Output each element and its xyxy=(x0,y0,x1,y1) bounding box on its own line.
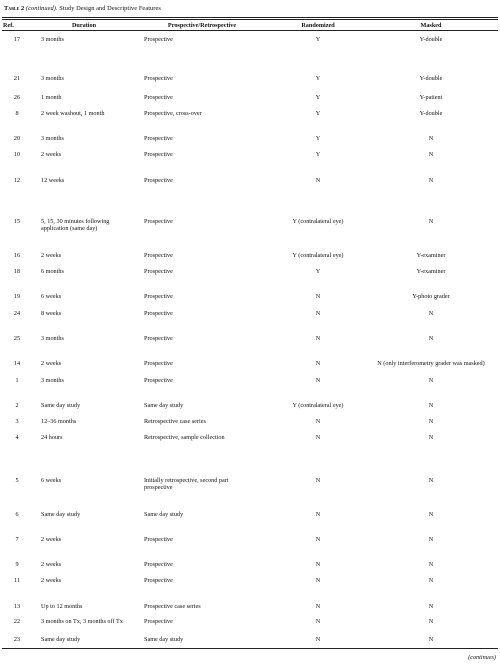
row-ref: 4 xyxy=(15,434,19,441)
row-ref: 6 xyxy=(15,511,19,518)
row-ref: 24 xyxy=(13,310,21,317)
row-randomized: N xyxy=(315,360,321,367)
top-rule-inner xyxy=(2,19,498,20)
row-duration: 2 week washout, 1 month xyxy=(41,110,105,117)
row-ref: 5 xyxy=(15,477,19,484)
row-design: Retrospective case series xyxy=(144,418,206,425)
header-rule xyxy=(2,30,498,31)
row-masked: N xyxy=(428,218,434,225)
row-duration: 5, 15, 30 minutes following application (same day) xyxy=(41,218,110,233)
row-duration: Same day study xyxy=(41,402,81,409)
row-masked: N (only interferometry grader was masked) xyxy=(377,360,485,367)
row-randomized: Y (contralateral eye) xyxy=(292,218,344,225)
row-design: Prospective xyxy=(144,536,173,543)
row-ref: 21 xyxy=(13,75,21,82)
row-randomized: Y (contralateral eye) xyxy=(292,402,344,409)
row-masked: Y-double xyxy=(419,75,443,82)
row-design: Prospective xyxy=(144,151,173,158)
row-duration: 24 hours xyxy=(41,434,63,441)
row-duration: 6 months xyxy=(41,268,64,275)
row-randomized: Y xyxy=(315,135,321,142)
row-duration: Same day study xyxy=(41,511,81,518)
row-ref: 19 xyxy=(13,293,21,300)
row-ref: 1 xyxy=(15,377,19,384)
row-ref: 20 xyxy=(13,135,21,142)
row-randomized: N xyxy=(315,577,321,584)
row-duration: 12–36 months xyxy=(41,418,77,425)
row-randomized: N xyxy=(315,177,321,184)
row-design: Prospective case series xyxy=(144,603,201,610)
row-randomized: N xyxy=(315,618,321,625)
row-randomized: N xyxy=(315,335,321,342)
row-masked: Y-double xyxy=(419,110,443,117)
header-design: Prospective/Retrospective xyxy=(167,22,237,29)
row-ref: 12 xyxy=(13,177,21,184)
row-design: Same day study xyxy=(144,402,184,409)
row-duration: Up to 12 months xyxy=(41,603,83,610)
row-duration: 12 weeks xyxy=(41,177,65,184)
row-randomized: N xyxy=(315,511,321,518)
row-randomized: N xyxy=(315,536,321,543)
row-duration: 8 weeks xyxy=(41,310,62,317)
row-randomized: N xyxy=(315,293,321,300)
row-design: Same day study xyxy=(144,511,184,518)
row-ref: 3 xyxy=(15,418,19,425)
row-design: Prospective xyxy=(144,268,173,275)
row-design: Prospective xyxy=(144,177,173,184)
row-randomized: Y xyxy=(315,268,321,275)
row-masked: N xyxy=(428,511,434,518)
row-randomized: Y xyxy=(315,151,321,158)
row-masked: N xyxy=(428,561,434,568)
row-ref: 8 xyxy=(15,110,19,117)
table-title: Study Design and Descriptive Features xyxy=(59,5,161,12)
row-duration: 2 weeks xyxy=(41,536,62,543)
row-masked: Y-double xyxy=(419,36,443,43)
row-duration: 6 weeks xyxy=(41,477,62,484)
row-design: Same day study xyxy=(144,636,184,643)
row-duration: Same day study xyxy=(41,636,81,643)
row-ref: 16 xyxy=(13,252,21,259)
row-design: Prospective xyxy=(144,618,173,625)
row-masked: N xyxy=(428,377,434,384)
row-duration: 3 months xyxy=(41,36,64,43)
row-masked: N xyxy=(428,402,434,409)
row-design: Initially retrospective, second part prospective xyxy=(144,477,229,492)
row-duration: 2 weeks xyxy=(41,577,62,584)
row-ref: 25 xyxy=(13,335,21,342)
row-randomized: N xyxy=(315,636,321,643)
row-duration: 3 months xyxy=(41,377,64,384)
row-randomized: N xyxy=(315,434,321,441)
bottom-rule xyxy=(2,648,498,649)
row-duration: 3 months xyxy=(41,75,64,82)
row-randomized: Y (contralateral eye) xyxy=(292,252,344,259)
row-design: Prospective, cross-over xyxy=(144,110,202,117)
table-caption xyxy=(4,5,161,12)
row-masked: N xyxy=(428,577,434,584)
header-duration: Duration xyxy=(71,22,97,29)
row-randomized: N xyxy=(315,561,321,568)
row-design: Prospective xyxy=(144,577,173,584)
row-duration: 1 month xyxy=(41,94,62,101)
row-masked: Y-examiner xyxy=(416,268,446,275)
row-randomized: N xyxy=(315,477,321,484)
header-ref: Ref. xyxy=(3,22,14,29)
top-rule xyxy=(2,17,498,18)
table-label: Table 2 xyxy=(4,5,25,12)
row-ref: 15 xyxy=(13,218,21,225)
row-masked: N xyxy=(428,434,434,441)
row-masked: N xyxy=(428,135,434,142)
row-masked: Y-examiner xyxy=(416,252,446,259)
row-duration: 3 months xyxy=(41,135,64,142)
row-randomized: Y xyxy=(315,36,321,43)
row-masked: N xyxy=(428,603,434,610)
continues-note: (continues) xyxy=(468,654,496,661)
row-duration: 2 weeks xyxy=(41,360,62,367)
row-masked: Y-photo grader xyxy=(412,293,450,300)
row-randomized: Y xyxy=(315,110,321,117)
row-design: Prospective xyxy=(144,252,173,259)
row-masked: N xyxy=(428,177,434,184)
row-masked: N xyxy=(428,618,434,625)
row-duration: 3 months on Tx, 3 months off Tx xyxy=(41,618,123,625)
row-ref: 18 xyxy=(13,268,21,275)
row-randomized: Y xyxy=(315,75,321,82)
row-design: Prospective xyxy=(144,94,173,101)
row-ref: 9 xyxy=(15,561,19,568)
row-ref: 14 xyxy=(13,360,21,367)
row-design: Prospective xyxy=(144,75,173,82)
row-ref: 10 xyxy=(13,151,21,158)
row-randomized: N xyxy=(315,310,321,317)
row-design: Prospective xyxy=(144,36,173,43)
row-duration: 2 weeks xyxy=(41,561,62,568)
row-randomized: Y xyxy=(315,94,321,101)
row-randomized: N xyxy=(315,603,321,610)
row-design: Prospective xyxy=(144,335,173,342)
row-design: Prospective xyxy=(144,360,173,367)
header-randomized: Randomized xyxy=(301,22,335,29)
row-masked: Y-patient xyxy=(419,94,443,101)
header-masked: Masked xyxy=(420,22,442,29)
row-randomized: N xyxy=(315,418,321,425)
row-ref: 11 xyxy=(14,577,20,584)
row-ref: 26 xyxy=(13,94,21,101)
row-ref: 2 xyxy=(15,402,19,409)
row-duration: 2 weeks xyxy=(41,151,62,158)
row-duration: 2 weeks xyxy=(41,252,62,259)
row-ref: 13 xyxy=(13,603,21,610)
row-randomized: N xyxy=(315,377,321,384)
row-duration: 6 weeks xyxy=(41,293,62,300)
row-design: Prospective xyxy=(144,218,173,225)
row-design: Prospective xyxy=(144,310,173,317)
row-design: Prospective xyxy=(144,135,173,142)
row-design: Prospective xyxy=(144,377,173,384)
row-ref: 22 xyxy=(13,618,21,625)
row-masked: N xyxy=(428,418,434,425)
row-masked: N xyxy=(428,477,434,484)
row-ref: 23 xyxy=(13,636,21,643)
row-masked: N xyxy=(428,536,434,543)
row-masked: N xyxy=(428,335,434,342)
row-masked: N xyxy=(428,636,434,643)
table-continued: (continued). xyxy=(25,5,58,12)
row-ref: 17 xyxy=(13,36,21,43)
row-ref: 7 xyxy=(15,536,19,543)
row-design: Prospective xyxy=(144,293,173,300)
row-design: Prospective xyxy=(144,561,173,568)
row-duration: 3 months xyxy=(41,335,64,342)
row-masked: N xyxy=(428,310,434,317)
row-masked: N xyxy=(428,151,434,158)
row-design: Retrospective, sample collection xyxy=(144,434,225,441)
